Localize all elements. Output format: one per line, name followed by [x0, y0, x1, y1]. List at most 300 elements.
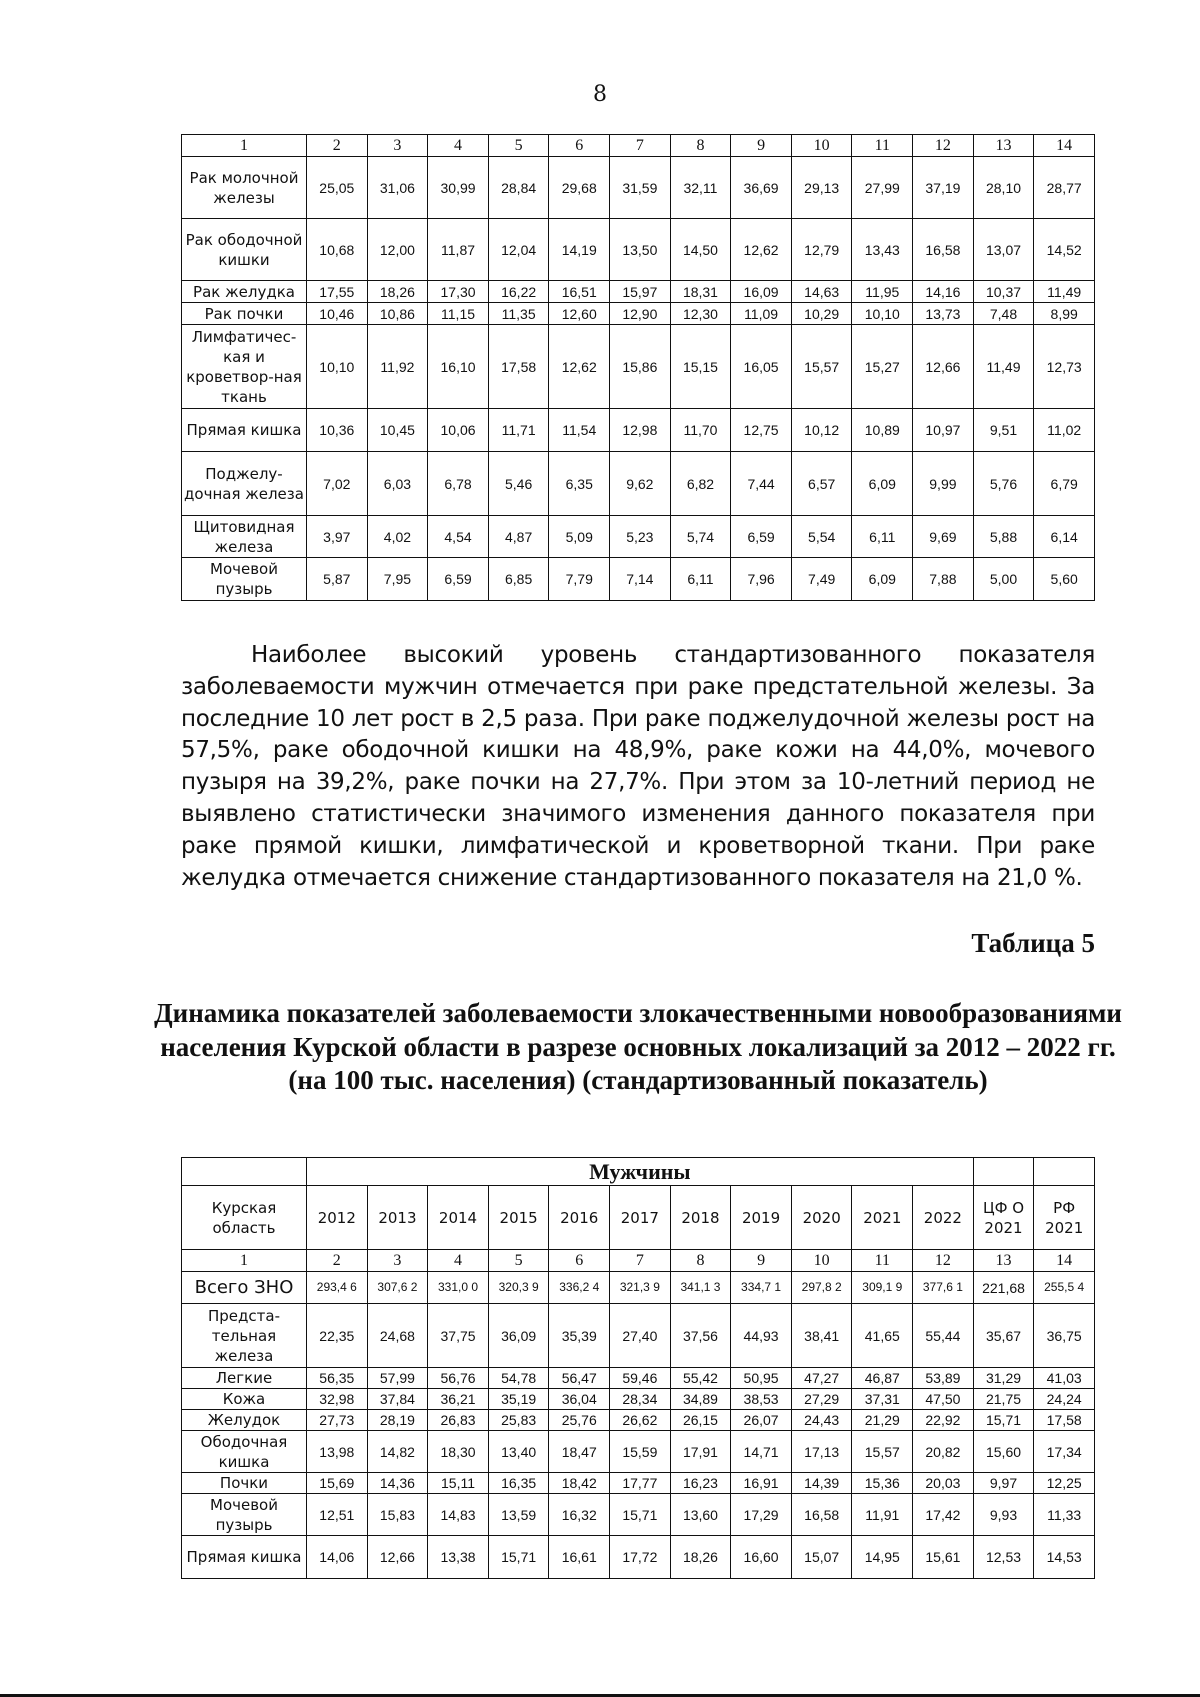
value-cell: 44,93 — [731, 1304, 792, 1368]
value-cell: 26,15 — [670, 1410, 731, 1431]
column-index-cell: 12 — [913, 1250, 974, 1272]
value-cell: 9,93 — [973, 1494, 1034, 1536]
column-index-cell: 10 — [791, 1250, 852, 1272]
value-cell: 10,36 — [307, 409, 368, 452]
value-cell: 12,25 — [1034, 1473, 1095, 1494]
value-cell: 28,10 — [973, 157, 1034, 219]
value-cell: 10,10 — [307, 325, 368, 409]
table-row — [182, 516, 1095, 558]
value-cell: 377,6 1 — [913, 1272, 974, 1304]
value-cell: 18,26 — [367, 281, 428, 303]
value-cell: 56,76 — [428, 1368, 489, 1389]
year-header-cell: 2018 — [670, 1186, 731, 1250]
value-cell: 38,53 — [731, 1389, 792, 1410]
value-cell: 12,04 — [488, 219, 549, 281]
value-cell: 14,52 — [1034, 219, 1095, 281]
column-index-cell: 3 — [367, 135, 428, 157]
value-cell: 16,61 — [549, 1536, 610, 1579]
row-label-cell: Ободочная кишка — [182, 1431, 307, 1473]
value-cell: 54,78 — [488, 1368, 549, 1389]
value-cell: 12,79 — [791, 219, 852, 281]
table-row — [182, 1431, 1095, 1473]
value-cell: 27,29 — [791, 1389, 852, 1410]
value-cell: 15,36 — [852, 1473, 913, 1494]
value-cell: 28,77 — [1034, 157, 1095, 219]
value-cell: 16,22 — [488, 281, 549, 303]
year-header-cell: 2020 — [791, 1186, 852, 1250]
row-label-cell: Кожа — [182, 1389, 307, 1410]
value-cell: 293,4 6 — [307, 1272, 368, 1304]
value-cell: 37,75 — [428, 1304, 489, 1368]
table-row — [182, 558, 1095, 601]
year-header-cell: 2022 — [913, 1186, 974, 1250]
value-cell: 29,68 — [549, 157, 610, 219]
value-cell: 10,97 — [913, 409, 974, 452]
column-index-cell: 5 — [488, 135, 549, 157]
value-cell: 25,05 — [307, 157, 368, 219]
value-cell: 10,29 — [791, 303, 852, 325]
row-label-cell: Всего ЗНО — [182, 1272, 307, 1304]
table-row — [182, 452, 1095, 516]
value-cell: 18,26 — [670, 1536, 731, 1579]
value-cell: 5,60 — [1034, 558, 1095, 601]
value-cell: 35,39 — [549, 1304, 610, 1368]
empty-header-cell — [182, 1158, 307, 1186]
value-cell: 12,62 — [549, 325, 610, 409]
value-cell: 9,62 — [610, 452, 671, 516]
value-cell: 13,40 — [488, 1431, 549, 1473]
value-cell: 8,99 — [1034, 303, 1095, 325]
value-cell: 11,92 — [367, 325, 428, 409]
value-cell: 16,58 — [791, 1494, 852, 1536]
row-label-cell: Рак почки — [182, 303, 307, 325]
value-cell: 34,89 — [670, 1389, 731, 1410]
value-cell: 27,99 — [852, 157, 913, 219]
value-cell: 336,2 4 — [549, 1272, 610, 1304]
value-cell: 11,49 — [1034, 281, 1095, 303]
value-cell: 10,86 — [367, 303, 428, 325]
year-header-cell: 2016 — [549, 1186, 610, 1250]
column-index-cell: 8 — [670, 135, 731, 157]
value-cell: 15,69 — [307, 1473, 368, 1494]
column-index-cell: 13 — [973, 135, 1034, 157]
value-cell: 6,11 — [852, 516, 913, 558]
value-cell: 6,35 — [549, 452, 610, 516]
value-cell: 28,84 — [488, 157, 549, 219]
value-cell: 11,49 — [973, 325, 1034, 409]
value-cell: 16,91 — [731, 1473, 792, 1494]
value-cell: 15,86 — [610, 325, 671, 409]
value-cell: 35,67 — [973, 1304, 1034, 1368]
value-cell: 6,79 — [1034, 452, 1095, 516]
value-cell: 12,90 — [610, 303, 671, 325]
value-cell: 12,66 — [367, 1536, 428, 1579]
value-cell: 18,42 — [549, 1473, 610, 1494]
value-cell: 13,59 — [488, 1494, 549, 1536]
value-cell: 14,63 — [791, 281, 852, 303]
value-cell: 21,29 — [852, 1410, 913, 1431]
row-label-cell: Поджелу-дочная железа — [182, 452, 307, 516]
column-index-cell: 11 — [852, 1250, 913, 1272]
value-cell: 10,12 — [791, 409, 852, 452]
value-cell: 12,98 — [610, 409, 671, 452]
value-cell: 6,09 — [852, 452, 913, 516]
value-cell: 14,83 — [428, 1494, 489, 1536]
value-cell: 16,51 — [549, 281, 610, 303]
table-row — [182, 1368, 1095, 1389]
value-cell: 16,58 — [913, 219, 974, 281]
table-row — [182, 325, 1095, 409]
value-cell: 17,58 — [1034, 1410, 1095, 1431]
value-cell: 11,54 — [549, 409, 610, 452]
table-title: Динамика показателей заболеваемости злокачественными новообразованиями населения Курской области в разрезе основных локализаций за 2012 – 2022 гг. (на 100 тыс. населения) (стандартизованный показатель) — [154, 998, 1122, 1095]
value-cell: 15,71 — [610, 1494, 671, 1536]
region-header-cell: Курская область — [182, 1186, 307, 1250]
value-cell: 11,33 — [1034, 1494, 1095, 1536]
value-cell: 20,03 — [913, 1473, 974, 1494]
value-cell: 5,54 — [791, 516, 852, 558]
value-cell: 14,71 — [731, 1431, 792, 1473]
table-row — [182, 1304, 1095, 1368]
value-cell: 14,39 — [791, 1473, 852, 1494]
value-cell: 9,69 — [913, 516, 974, 558]
value-cell: 9,97 — [973, 1473, 1034, 1494]
value-cell: 221,68 — [973, 1272, 1034, 1304]
column-index-cell: 14 — [1034, 1250, 1095, 1272]
column-index-cell: 10 — [791, 135, 852, 157]
value-cell: 31,06 — [367, 157, 428, 219]
row-label-cell: Рак желудка — [182, 281, 307, 303]
value-cell: 10,68 — [307, 219, 368, 281]
column-index-cell: 8 — [670, 1250, 731, 1272]
row-label-cell: Рак ободочной кишки — [182, 219, 307, 281]
value-cell: 35,19 — [488, 1389, 549, 1410]
value-cell: 6,59 — [428, 558, 489, 601]
value-cell: 17,77 — [610, 1473, 671, 1494]
column-index-cell: 6 — [549, 135, 610, 157]
value-cell: 10,45 — [367, 409, 428, 452]
value-cell: 15,57 — [791, 325, 852, 409]
table-row — [182, 281, 1095, 303]
column-index-cell: 9 — [731, 135, 792, 157]
value-cell: 7,48 — [973, 303, 1034, 325]
value-cell: 7,49 — [791, 558, 852, 601]
value-cell: 17,72 — [610, 1536, 671, 1579]
value-cell: 26,07 — [731, 1410, 792, 1431]
value-cell: 12,51 — [307, 1494, 368, 1536]
column-index-row — [182, 1250, 1095, 1272]
value-cell: 18,30 — [428, 1431, 489, 1473]
value-cell: 27,73 — [307, 1410, 368, 1431]
value-cell: 321,3 9 — [610, 1272, 671, 1304]
value-cell: 14,16 — [913, 281, 974, 303]
value-cell: 341,1 3 — [670, 1272, 731, 1304]
column-index-cell: 4 — [428, 1250, 489, 1272]
value-cell: 28,34 — [610, 1389, 671, 1410]
value-cell: 15,71 — [488, 1536, 549, 1579]
value-cell: 14,95 — [852, 1536, 913, 1579]
value-cell: 46,87 — [852, 1368, 913, 1389]
value-cell: 7,44 — [731, 452, 792, 516]
value-cell: 15,15 — [670, 325, 731, 409]
value-cell: 56,35 — [307, 1368, 368, 1389]
value-cell: 7,02 — [307, 452, 368, 516]
value-cell: 22,92 — [913, 1410, 974, 1431]
year-header-cell: 2015 — [488, 1186, 549, 1250]
column-index-cell: 7 — [610, 1250, 671, 1272]
value-cell: 20,82 — [913, 1431, 974, 1473]
table-row — [182, 1536, 1095, 1579]
row-label-cell: Желудок — [182, 1410, 307, 1431]
value-cell: 7,79 — [549, 558, 610, 601]
column-index-cell: 1 — [182, 1250, 307, 1272]
value-cell: 12,62 — [731, 219, 792, 281]
value-cell: 14,82 — [367, 1431, 428, 1473]
column-index-cell: 9 — [731, 1250, 792, 1272]
column-index-cell: 1 — [182, 135, 307, 157]
column-index-cell: 4 — [428, 135, 489, 157]
row-label-cell: Прямая кишка — [182, 1536, 307, 1579]
column-index-cell: 6 — [549, 1250, 610, 1272]
value-cell: 55,44 — [913, 1304, 974, 1368]
value-cell: 16,23 — [670, 1473, 731, 1494]
value-cell: 11,02 — [1034, 409, 1095, 452]
value-cell: 11,95 — [852, 281, 913, 303]
value-cell: 14,53 — [1034, 1536, 1095, 1579]
value-cell: 15,97 — [610, 281, 671, 303]
value-cell: 17,91 — [670, 1431, 731, 1473]
column-index-cell: 7 — [610, 135, 671, 157]
value-cell: 15,57 — [852, 1431, 913, 1473]
table-row — [182, 1272, 1095, 1304]
value-cell: 17,34 — [1034, 1431, 1095, 1473]
value-cell: 11,15 — [428, 303, 489, 325]
body-paragraph: Наиболее высокий уровень стандартизованного показателя заболеваемости мужчин отмечается при раке предстательной железы. За последние 10 лет рост в 2,5 раза. При раке поджелудочной железы рост на 57,5%, раке ободочной кишки на 48,9%, раке кожи на 44,0%, мочевого пузыря на 39,2%, раке почки на 27,7%. При этом за 10-летний период не выявлено статистически значимого изменения данного показателя при раке прямой кишки, лимфатической и кроветворной ткани. При раке желудка отмечается снижение стандартизованного показателя на 21,0 %. — [181, 642, 1095, 891]
value-cell: 30,99 — [428, 157, 489, 219]
value-cell: 28,19 — [367, 1410, 428, 1431]
value-cell: 5,46 — [488, 452, 549, 516]
value-cell: 17,42 — [913, 1494, 974, 1536]
value-cell: 5,88 — [973, 516, 1034, 558]
year-header-cell: 2012 — [307, 1186, 368, 1250]
year-header-cell: 2017 — [610, 1186, 671, 1250]
value-cell: 11,70 — [670, 409, 731, 452]
value-cell: 16,09 — [731, 281, 792, 303]
value-cell: 41,65 — [852, 1304, 913, 1368]
value-cell: 13,43 — [852, 219, 913, 281]
value-cell: 13,38 — [428, 1536, 489, 1579]
incidence-table-continued — [181, 134, 1095, 601]
row-label-cell: Прямая кишка — [182, 409, 307, 452]
value-cell: 37,56 — [670, 1304, 731, 1368]
value-cell: 15,59 — [610, 1431, 671, 1473]
column-index-cell: 2 — [307, 135, 368, 157]
column-index-cell: 14 — [1034, 135, 1095, 157]
value-cell: 12,00 — [367, 219, 428, 281]
value-cell: 4,54 — [428, 516, 489, 558]
value-cell: 15,61 — [913, 1536, 974, 1579]
value-cell: 15,83 — [367, 1494, 428, 1536]
value-cell: 55,42 — [670, 1368, 731, 1389]
value-cell: 31,29 — [973, 1368, 1034, 1389]
value-cell: 12,73 — [1034, 325, 1095, 409]
value-cell: 10,37 — [973, 281, 1034, 303]
value-cell: 334,7 1 — [731, 1272, 792, 1304]
row-label-cell: Рак молочной железы — [182, 157, 307, 219]
value-cell: 24,24 — [1034, 1389, 1095, 1410]
value-cell: 14,06 — [307, 1536, 368, 1579]
table-label: Таблица 5 — [971, 928, 1095, 958]
value-cell: 15,11 — [428, 1473, 489, 1494]
row-label-cell: Щитовидная железа — [182, 516, 307, 558]
table-row — [182, 1473, 1095, 1494]
value-cell: 12,30 — [670, 303, 731, 325]
value-cell: 6,14 — [1034, 516, 1095, 558]
value-cell: 320,3 9 — [488, 1272, 549, 1304]
column-index-cell: 3 — [367, 1250, 428, 1272]
value-cell: 7,96 — [731, 558, 792, 601]
value-cell: 13,50 — [610, 219, 671, 281]
value-cell: 331,0 0 — [428, 1272, 489, 1304]
value-cell: 37,31 — [852, 1389, 913, 1410]
value-cell: 25,76 — [549, 1410, 610, 1431]
empty-header-cell — [973, 1158, 1034, 1186]
column-index-cell: 11 — [852, 135, 913, 157]
value-cell: 16,60 — [731, 1536, 792, 1579]
value-cell: 11,91 — [852, 1494, 913, 1536]
value-cell: 6,11 — [670, 558, 731, 601]
value-cell: 11,09 — [731, 303, 792, 325]
year-header-cell: 2019 — [731, 1186, 792, 1250]
value-cell: 297,8 2 — [791, 1272, 852, 1304]
value-cell: 13,60 — [670, 1494, 731, 1536]
value-cell: 36,09 — [488, 1304, 549, 1368]
value-cell: 5,74 — [670, 516, 731, 558]
table-row — [182, 219, 1095, 281]
value-cell: 309,1 9 — [852, 1272, 913, 1304]
value-cell: 36,04 — [549, 1389, 610, 1410]
value-cell: 6,78 — [428, 452, 489, 516]
value-cell: 5,76 — [973, 452, 1034, 516]
value-cell: 25,83 — [488, 1410, 549, 1431]
value-cell: 12,53 — [973, 1536, 1034, 1579]
group-header-row — [182, 1158, 1095, 1186]
value-cell: 41,03 — [1034, 1368, 1095, 1389]
value-cell: 6,85 — [488, 558, 549, 601]
table-row — [182, 409, 1095, 452]
value-cell: 14,36 — [367, 1473, 428, 1494]
value-cell: 10,89 — [852, 409, 913, 452]
year-header-cell: 2013 — [367, 1186, 428, 1250]
value-cell: 16,10 — [428, 325, 489, 409]
value-cell: 32,98 — [307, 1389, 368, 1410]
value-cell: 21,75 — [973, 1389, 1034, 1410]
value-cell: 13,07 — [973, 219, 1034, 281]
table-row — [182, 1494, 1095, 1536]
value-cell: 3,97 — [307, 516, 368, 558]
value-cell: 12,66 — [913, 325, 974, 409]
value-cell: 24,43 — [791, 1410, 852, 1431]
value-cell: 12,75 — [731, 409, 792, 452]
value-cell: 47,50 — [913, 1389, 974, 1410]
value-cell: 17,13 — [791, 1431, 852, 1473]
value-cell: 11,35 — [488, 303, 549, 325]
table-row — [182, 157, 1095, 219]
value-cell: 4,02 — [367, 516, 428, 558]
value-cell: 7,88 — [913, 558, 974, 601]
value-cell: 18,47 — [549, 1431, 610, 1473]
rf-header-cell: РФ 2021 — [1034, 1186, 1095, 1250]
value-cell: 11,71 — [488, 409, 549, 452]
value-cell: 6,59 — [731, 516, 792, 558]
value-cell: 6,09 — [852, 558, 913, 601]
value-cell: 26,62 — [610, 1410, 671, 1431]
row-label-cell: Мочевой пузырь — [182, 558, 307, 601]
value-cell: 17,29 — [731, 1494, 792, 1536]
value-cell: 31,59 — [610, 157, 671, 219]
value-cell: 37,84 — [367, 1389, 428, 1410]
value-cell: 4,87 — [488, 516, 549, 558]
value-cell: 18,31 — [670, 281, 731, 303]
value-cell: 5,09 — [549, 516, 610, 558]
value-cell: 5,00 — [973, 558, 1034, 601]
value-cell: 56,47 — [549, 1368, 610, 1389]
table-row — [182, 303, 1095, 325]
table-5-male-incidence — [181, 1157, 1095, 1579]
value-cell: 16,35 — [488, 1473, 549, 1494]
value-cell: 5,87 — [307, 558, 368, 601]
column-index-cell: 13 — [973, 1250, 1034, 1272]
table-header-row — [182, 135, 1095, 157]
value-cell: 15,07 — [791, 1536, 852, 1579]
value-cell: 5,23 — [610, 516, 671, 558]
year-header-row — [182, 1186, 1095, 1250]
value-cell: 6,82 — [670, 452, 731, 516]
value-cell: 255,5 4 — [1034, 1272, 1095, 1304]
value-cell: 10,10 — [852, 303, 913, 325]
value-cell: 13,73 — [913, 303, 974, 325]
year-header-cell: 2021 — [852, 1186, 913, 1250]
table-row — [182, 1389, 1095, 1410]
value-cell: 37,19 — [913, 157, 974, 219]
cfo-header-cell: ЦФ О 2021 — [973, 1186, 1034, 1250]
column-index-cell: 12 — [913, 135, 974, 157]
value-cell: 13,98 — [307, 1431, 368, 1473]
value-cell: 36,21 — [428, 1389, 489, 1410]
column-index-cell: 5 — [488, 1250, 549, 1272]
value-cell: 6,57 — [791, 452, 852, 516]
value-cell: 7,14 — [610, 558, 671, 601]
value-cell: 27,40 — [610, 1304, 671, 1368]
value-cell: 16,05 — [731, 325, 792, 409]
row-label-cell: Легкие — [182, 1368, 307, 1389]
value-cell: 22,35 — [307, 1304, 368, 1368]
value-cell: 53,89 — [913, 1368, 974, 1389]
value-cell: 10,46 — [307, 303, 368, 325]
table-row — [182, 1410, 1095, 1431]
group-header-men: Мужчины — [307, 1158, 974, 1186]
value-cell: 50,95 — [731, 1368, 792, 1389]
row-label-cell: Мочевой пузырь — [182, 1494, 307, 1536]
row-label-cell: Почки — [182, 1473, 307, 1494]
value-cell: 47,27 — [791, 1368, 852, 1389]
value-cell: 17,30 — [428, 281, 489, 303]
column-index-cell: 2 — [307, 1250, 368, 1272]
value-cell: 14,50 — [670, 219, 731, 281]
value-cell: 10,06 — [428, 409, 489, 452]
value-cell: 57,99 — [367, 1368, 428, 1389]
value-cell: 11,87 — [428, 219, 489, 281]
